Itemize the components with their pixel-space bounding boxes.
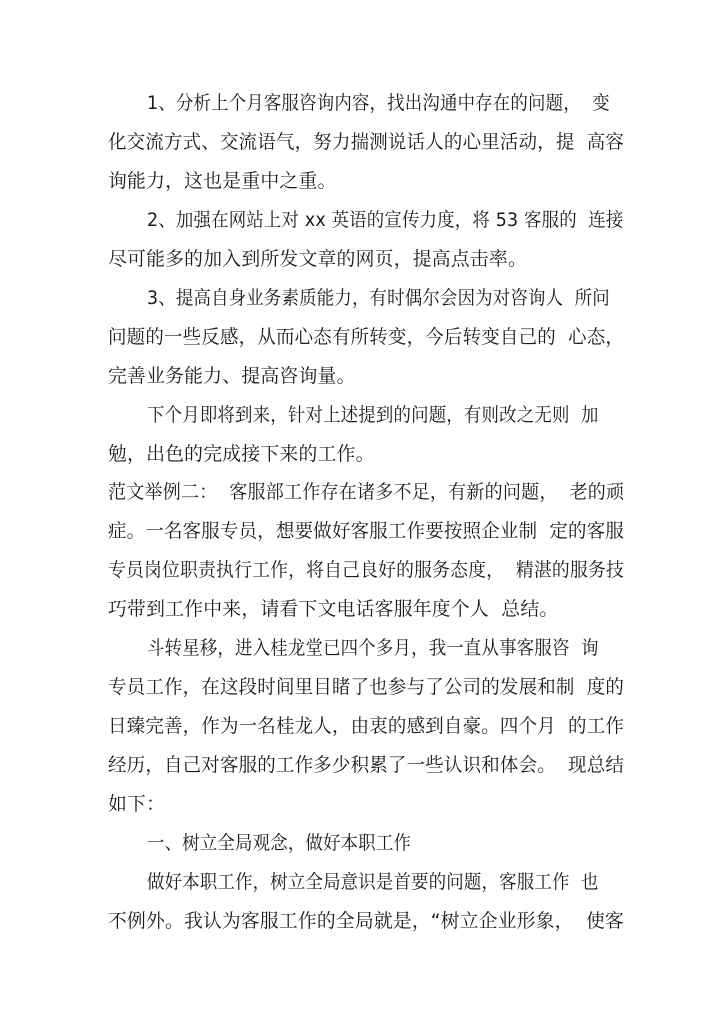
paragraph-4-line-1: 下个月即将到来，针对上述提到的问题，有则改之无则 加: [147, 404, 599, 426]
paragraph-2-line-1: 2、加强在网站上对 xx 英语的宣传力度，将 53 客服的 连接: [147, 209, 624, 231]
paragraph-2-line-2: 尽可能多的加入到所发文章的网页，提高点击率。: [108, 248, 528, 270]
paragraph-5-line-4: 巧带到工作中来，请看下文电话客服年度个人 总结。: [108, 598, 559, 620]
paragraph-6-line-4: 经历，自己对客服的工作多少积累了一些认识和体会。 现总结: [108, 754, 625, 776]
paragraph-7-line-1: 做好本职工作，树立全局意识是首要的问题，客服工作 也: [147, 871, 599, 893]
paragraph-3-line-3: 完善业务能力、提高咨询量。: [108, 365, 356, 387]
section-heading-1: 一、树立全局观念，做好本职工作: [147, 832, 412, 854]
paragraph-6-line-5: 如下：: [108, 793, 166, 815]
paragraph-5-line-1: 范文举例二： 客服部工作存在诸多不足，有新的问题， 老的顽: [108, 481, 625, 503]
paragraph-6-line-1: 斗转星移，进入桂龙堂已四个多月，我一直从事客服咨 询: [147, 637, 599, 659]
paragraph-1-line-1: 1、分析上个月客服咨询内容，找出沟通中存在的问题， 变: [147, 92, 610, 114]
paragraph-6-line-2: 专员工作，在这段时间里目睹了也参与了公司的发展和制 度的: [108, 676, 625, 698]
paragraph-5-line-2: 症。一名客服专员，想要做好客服工作要按照企业制 定的客服: [108, 520, 625, 542]
paragraph-3-line-1: 3、提高自身业务素质能力，有时偶尔会因为对咨询人 所问: [147, 287, 610, 309]
paragraph-1-line-2: 化交流方式、交流语气，努力揣测说话人的心里活动，提 高容: [108, 131, 625, 153]
paragraph-7-line-2: 不例外。我认为客服工作的全局就是，“树立企业形象， 使客: [108, 910, 624, 932]
paragraph-6-line-3: 日臻完善，作为一名桂龙人，由衷的感到自豪。四个月 的工作: [108, 715, 625, 737]
paragraph-5-line-3: 专员岗位职责执行工作，将自己良好的服务态度， 精湛的服务技: [108, 559, 624, 581]
paragraph-1-line-3: 询能力，这也是重中之重。: [108, 170, 337, 192]
paragraph-4-line-2: 勉，出色的完成接下来的工作。: [108, 443, 375, 465]
paragraph-3-line-2: 问题的一些反感，从而心态有所转变，今后转变自己的 心态，: [108, 326, 625, 348]
